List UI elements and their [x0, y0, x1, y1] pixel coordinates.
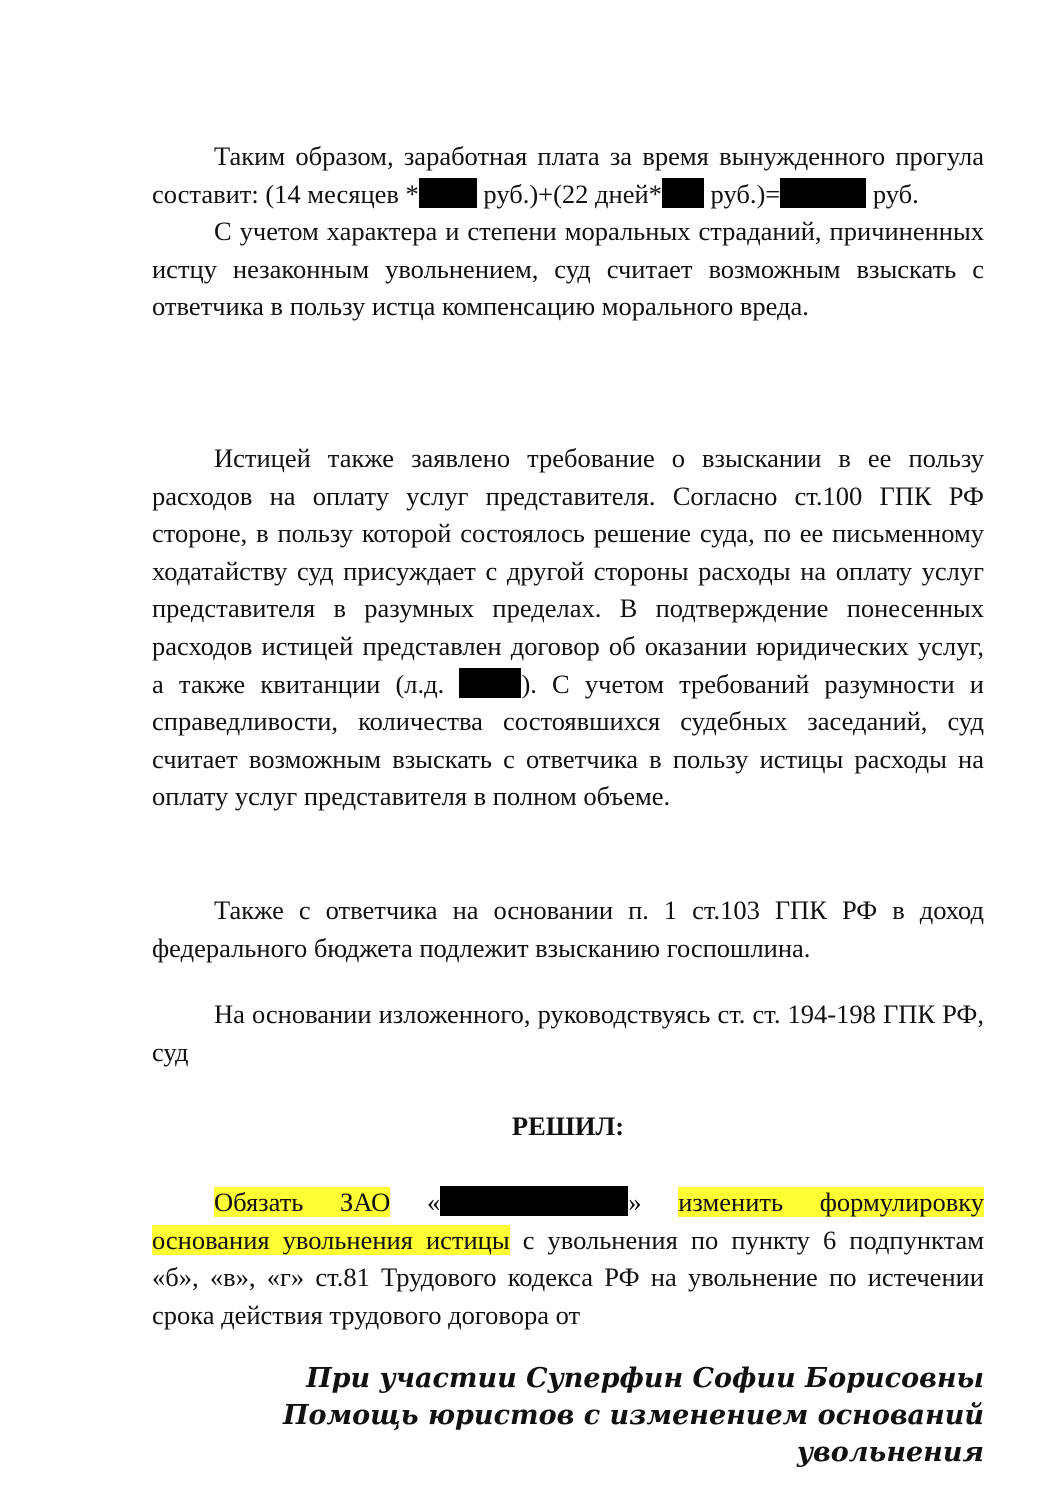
redacted-amount [419, 178, 477, 208]
paragraph-block-3 [152, 892, 984, 967]
redacted-page-ref [459, 668, 521, 698]
redacted-amount [662, 178, 704, 208]
paragraph-state-fee: Также с ответчика на основании п. 1 ст.103 ГПК РФ в доход федерального бюджета подлежит взысканию госпошлина. [152, 895, 984, 963]
redacted-amount [780, 178, 866, 208]
paragraph-block-2 [152, 440, 984, 816]
paragraph-block-1 [152, 138, 984, 326]
paragraph-moral-damage: С учетом характера и степени моральных страданий, причиненных истцу незаконным увольнением, суд считает возможным взыскать с ответчика в пользу истца компенсацию морального вреда. [152, 216, 984, 322]
paragraph-representative-costs [152, 440, 984, 816]
footer-line-3: увольнения [796, 1437, 984, 1468]
paragraph-grounds: На основании изложенного, руководствуясь ст. ст. 194-198 ГПК РФ, суд [152, 999, 984, 1067]
paragraph-text: » [628, 1187, 679, 1217]
paragraph-text: руб.)+(22 дней* [476, 178, 662, 209]
paragraph-text: Таким образом, заработная плата за время вынужденного прогула составит: (14 месяцев * [152, 141, 984, 209]
paragraph-text: ). С учетом требований разумности и справедливости, количества состоявшихся судебных заседаний, суд считает возможным взыскать с ответчика в пользу истицы расходы на оплату услуг представителя в полном объеме. [152, 668, 984, 812]
decision-heading: РЕШИЛ: [511, 1111, 625, 1141]
paragraph-text: руб.)= [703, 178, 781, 209]
paragraph-text: руб. [866, 178, 919, 209]
paragraph-text: с увольнения по пункту 6 подпунктам «б», «в», «г» ст.81 Трудового кодекса РФ на увольнение по истечении срока действия трудового договора от [152, 1224, 985, 1330]
paragraph-text: « [390, 1187, 441, 1217]
paragraph-text: Истицей также заявлено требование о взыскании в ее пользу расходов на оплату услуг представителя. Согласно ст.100 ГПК РФ стороне, в пользу которой состоялось решение суда, по ее письменному ходатайству суд присуждает с другой стороны расходы на оплату услуг представителя в разумных пределах. В подтверждение понесенных расходов истицей представлен договор об оказании юридических услуг, а также квитанции (л.д. [152, 443, 984, 699]
highlighted-text: Обязать ЗАО [214, 1187, 391, 1217]
redacted-company-name [440, 1186, 628, 1216]
paragraph-salary-calc [152, 138, 984, 213]
paragraph-block-4 [152, 996, 984, 1071]
footer-line-2: Помощь юристов с изменением оснований [282, 1400, 984, 1431]
footer-line-1: При участии Суперфин Софии Борисовны [306, 1363, 984, 1394]
paragraph-decision [152, 1184, 984, 1334]
footer-credit [200, 1360, 984, 1471]
paragraph-block-5 [152, 1184, 984, 1334]
highlighted-text: изменить формулировку основания увольнения истицы [152, 1187, 985, 1255]
